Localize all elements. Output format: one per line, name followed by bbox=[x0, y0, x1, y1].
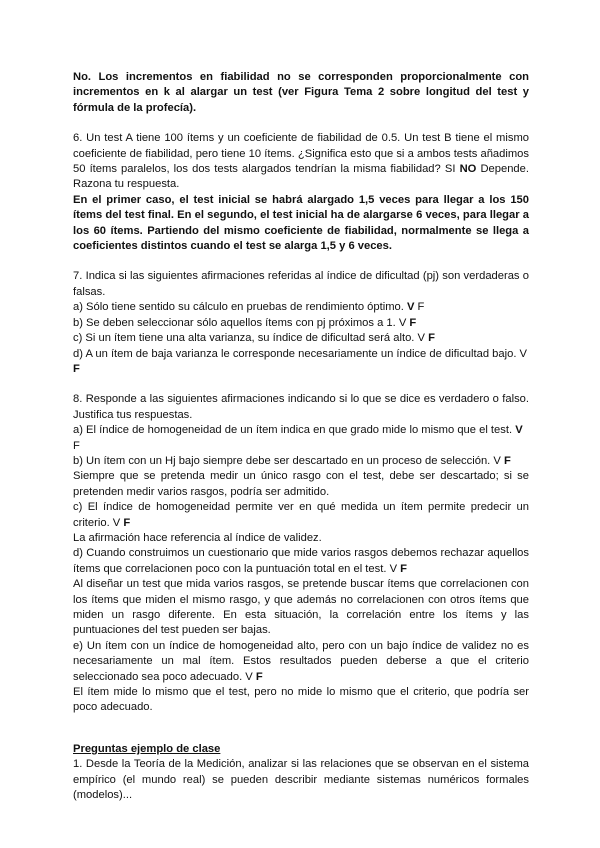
question-7-d: d) A un ítem de baja varianza le corresponde necesariamente un índice de dificultad bajo. V F bbox=[73, 347, 528, 375]
question-7-a: a) Sólo tiene sentido su cálculo en pruebas de rendimiento óptimo. V F bbox=[73, 301, 425, 314]
question-8-c-explanation: La afirmación hace referencia al índice de validez. bbox=[73, 531, 322, 544]
document-page bbox=[73, 70, 529, 803]
question-8-e-explanation: El ítem mide lo mismo que el test, pero no mide lo mismo que el criterio, que podría ser poco adecuado. bbox=[73, 686, 529, 714]
example-question-1: 1. Desde la Teoría de la Medición, analizar si las relaciones que se observan en el sistema empírico (el mundo real) se pueden describir mediante sistemas numéricos formales (modelos)... bbox=[73, 758, 529, 802]
question-6-answer: En el primer caso, el test inicial se habrá alargado 1,5 veces para llegar a los 150 ítems del test final. En el segundo, el test inicial ha de alargarse 6 veces, para llegar a los 60 ítems. Partiendo del mismo coeficiente de fiabilidad, normalmente se llega a coeficientes distintos cuando el test se alarga 1,5 y 6 veces. bbox=[73, 193, 529, 253]
question-7-b: b) Se deben seleccionar sólo aquellos ítems con pj próximos a 1. V F bbox=[73, 316, 417, 329]
question-6: 6. Un test A tiene 100 ítems y un coeficiente de fiabilidad de 0.5. Un test B tiene el mismo coeficiente de fiabilidad, pero tiene 10 ítems. ¿Significa esto que si a ambos tests añadimos 50 ítems paralelos, los dos tests alargados tendrían la misma fiabilidad? SI NO Depende. Razona tu respuesta. bbox=[73, 132, 529, 191]
question-8-a: a) El índice de homogeneidad de un ítem indica en que grado mide lo mismo que el test. V F bbox=[73, 424, 523, 452]
intro-answer: No. Los incrementos en fiabilidad no se corresponden proporcionalmente con incrementos en k al alargar un test (ver Figura Tema 2 sobre longitud del test y fórmula de la profecía). bbox=[73, 71, 529, 114]
question-8-e: e) Un ítem con un índice de homogeneidad alto, pero con un bajo índice de validez no es necesariamente un mal ítem. Estos resultados pueden deberse a que el criterio seleccionado sea poco adecuado. V F bbox=[73, 639, 529, 683]
examples-heading: Preguntas ejemplo de clase bbox=[73, 742, 221, 755]
question-8-intro: 8. Responde a las siguientes afirmaciones indicando si lo que se dice es verdadero o falso. Justifica tus respuestas. bbox=[73, 393, 529, 421]
question-7-intro: 7. Indica si las siguientes afirmaciones referidas al índice de dificultad (pj) son verdaderas o falsas. bbox=[73, 270, 529, 298]
question-8-b: b) Un ítem con un Hj bajo siempre debe ser descartado en un proceso de selección. V F bbox=[73, 454, 511, 467]
question-8-c: c) El índice de homogeneidad permite ver en qué medida un ítem permite predecir un criterio. V F bbox=[73, 501, 529, 529]
question-8-d: d) Cuando construimos un cuestionario que mide varios rasgos debemos rechazar aquellos ítems que correlacionen poco con la puntuación total en el test. V F bbox=[73, 547, 529, 575]
question-8-d-explanation: Al diseñar un test que mida varios rasgos, se pretende buscar ítems que correlacionen con los ítems que miden el mismo rasgo, y que además no correlacionen con otros ítems que miden un rasgo diferente. En esta situación, la correlación entre los ítems y las puntuaciones del test pueden ser bajas. bbox=[73, 578, 529, 637]
q6-no-option: NO bbox=[459, 163, 477, 176]
question-8-b-explanation: Siempre que se pretenda medir un único rasgo con el test, debe ser descartado; si se pretenden medir varios rasgos, podría ser admitido. bbox=[73, 470, 529, 498]
question-7-c: c) Si un ítem tiene una alta varianza, su índice de dificultad será alto. V F bbox=[73, 332, 435, 345]
